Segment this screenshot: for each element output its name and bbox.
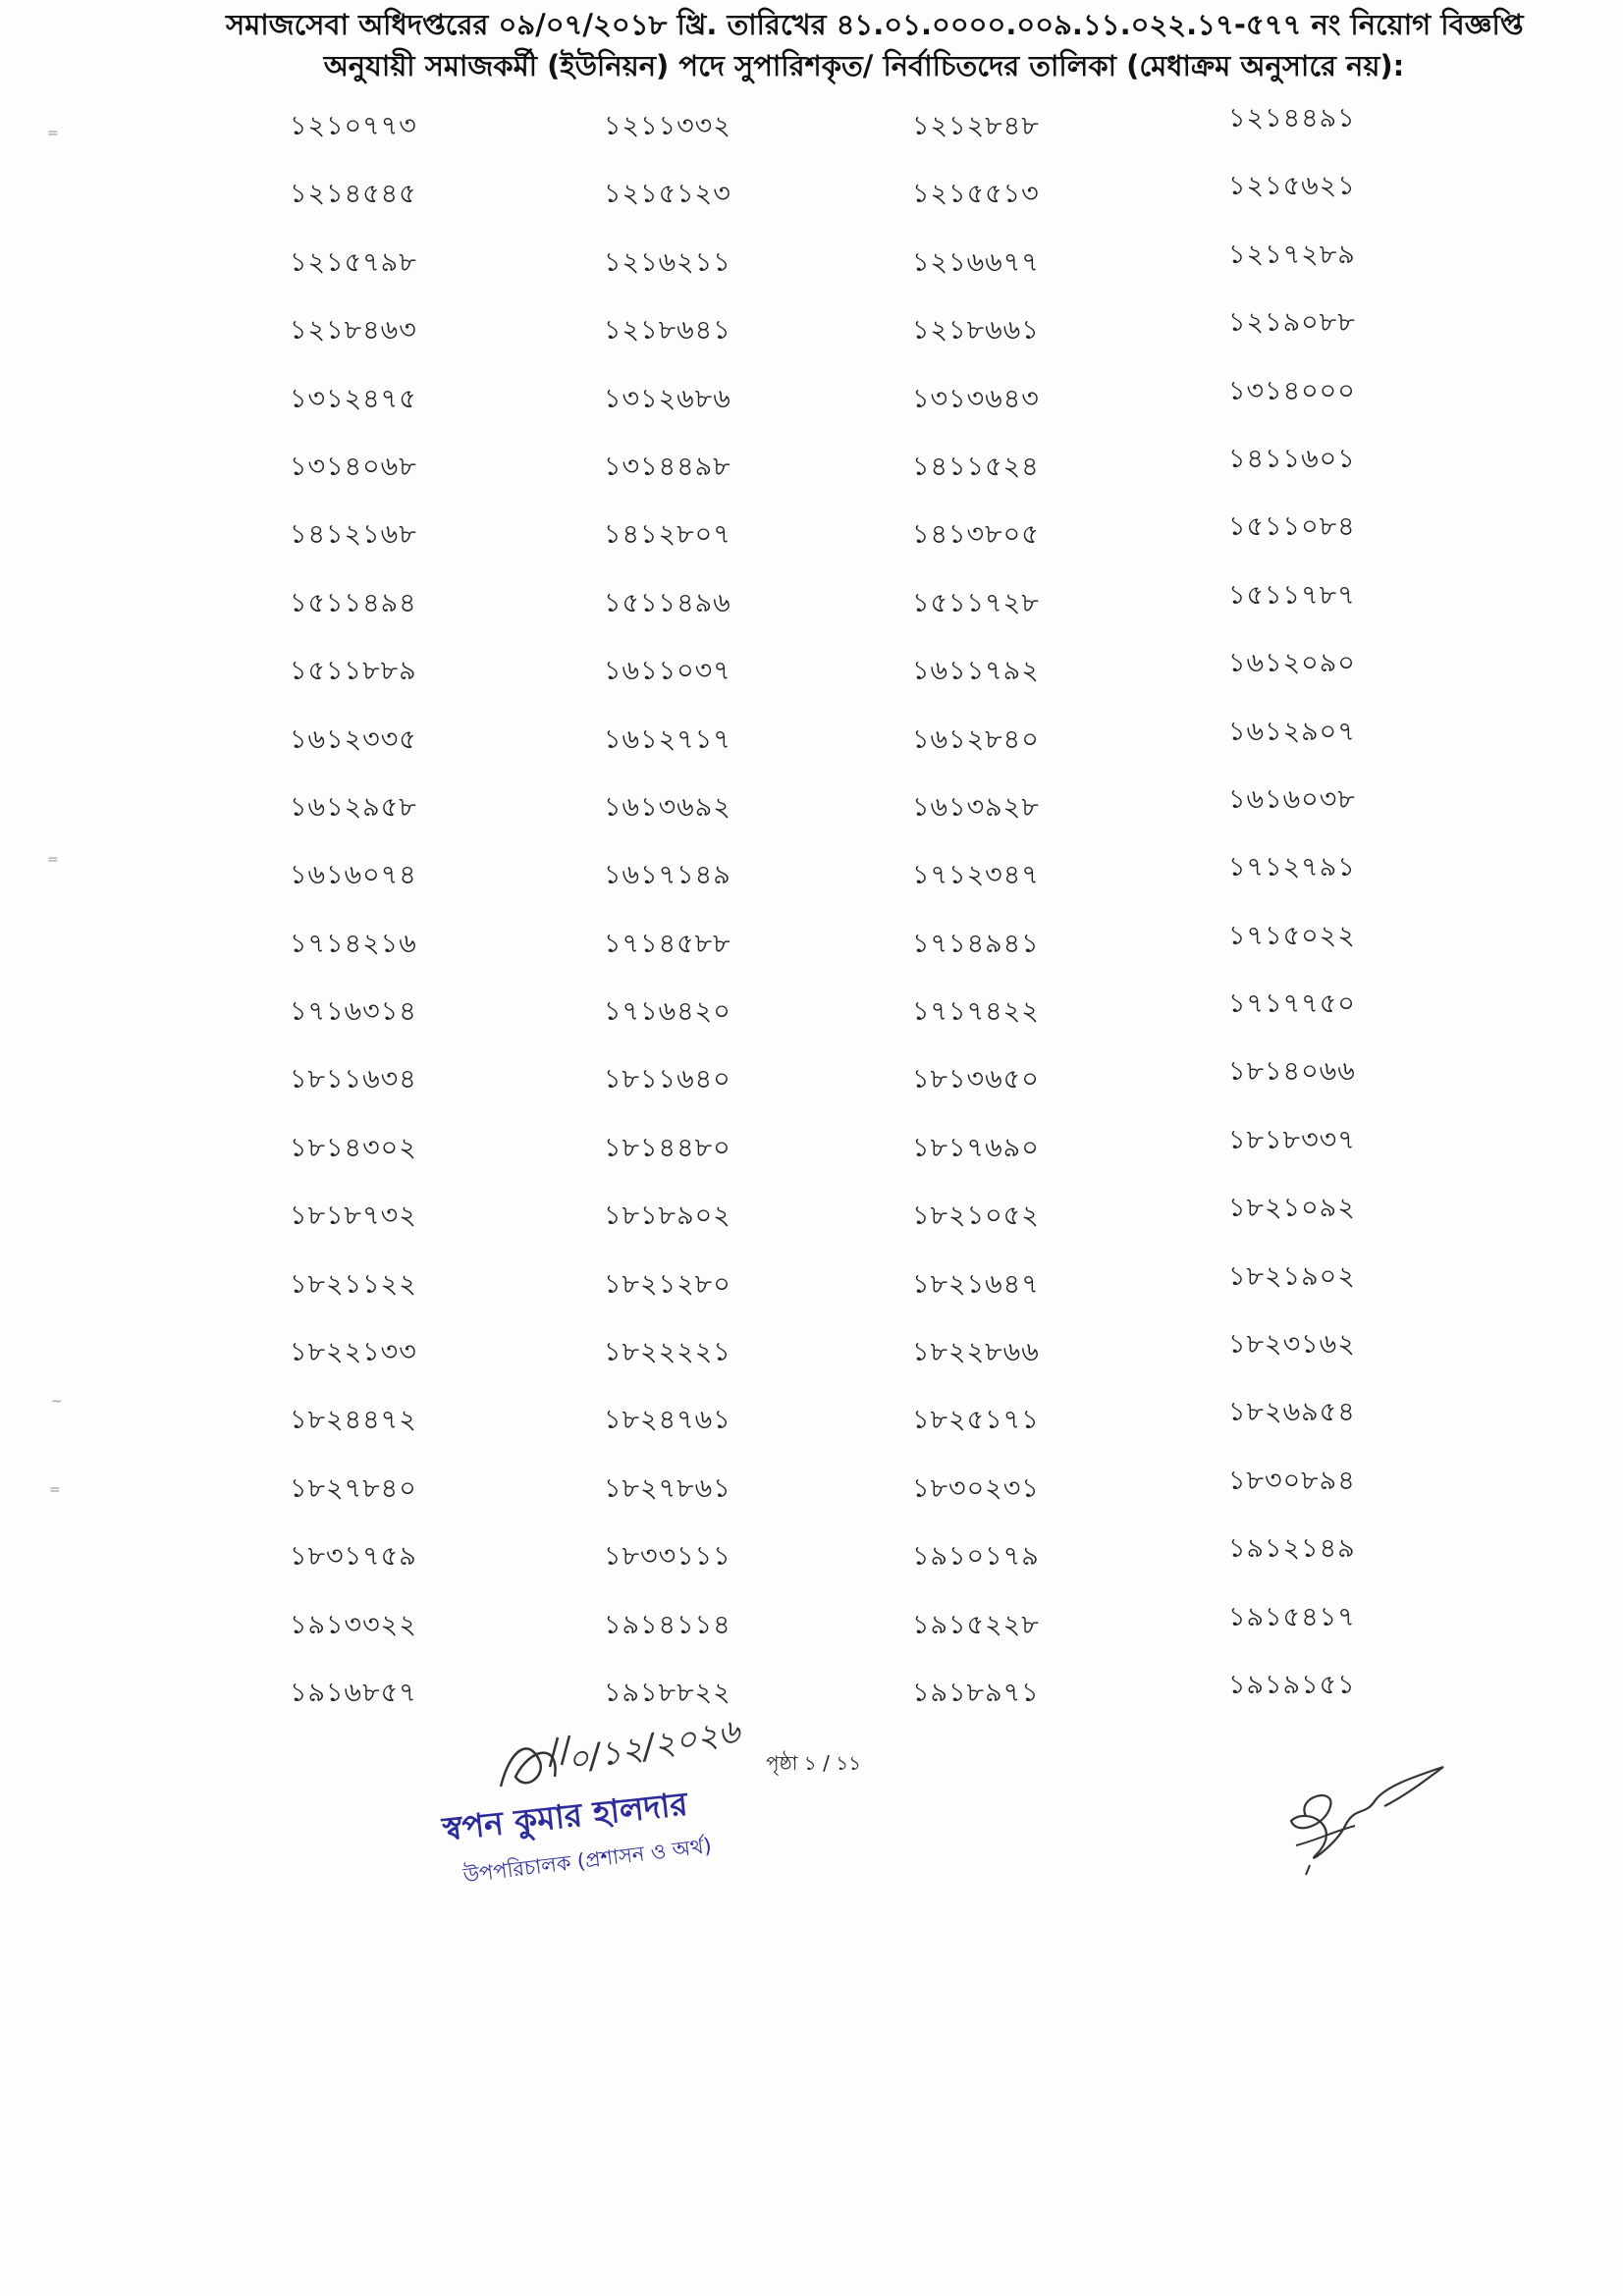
signature-right xyxy=(1276,1747,1453,1885)
roll-number-cell: ১৭১৪৯৪১ xyxy=(912,928,1040,959)
roll-number-cell: ১৯১৫২২৮ xyxy=(912,1609,1040,1640)
roll-number-cell: ১৩১৪০০০ xyxy=(1228,375,1356,406)
roll-number-cell: ১৮২৭৮৬১ xyxy=(604,1472,731,1504)
table-row xyxy=(280,171,1399,241)
table-row xyxy=(280,1465,1399,1536)
roll-number-cell: ১৬১২৯৫৮ xyxy=(290,791,417,823)
roll-number-cell: ১৮৩০২৩১ xyxy=(912,1472,1040,1504)
roll-number-cell: ১৯১৬৮৫৭ xyxy=(290,1677,417,1708)
roll-number-cell: ১৩১৩৬৪৩ xyxy=(912,383,1040,414)
roll-number-cell: ১৯১৫৪১৭ xyxy=(1228,1601,1356,1632)
table-row xyxy=(280,1533,1399,1604)
roll-number-table xyxy=(280,103,1399,1740)
roll-number-cell: ১৮২২৮৬৬ xyxy=(912,1337,1040,1368)
roll-number-cell: ১৬১২০৯০ xyxy=(1228,648,1356,679)
roll-number-cell: ১৪১২৮০৭ xyxy=(604,519,731,551)
roll-number-cell: ১৭১৬৪২০ xyxy=(604,996,731,1028)
roll-number-cell: ১৭১৪৫৮৮ xyxy=(604,928,731,959)
roll-number-cell: ১৭১২৩৪৭ xyxy=(912,860,1040,891)
roll-number-cell: ১৫১১৮৮৯ xyxy=(290,656,417,687)
roll-number-cell: ১৮১৪০৬৬ xyxy=(1228,1056,1356,1088)
roll-number-cell: ১৮৩১৭৫৯ xyxy=(290,1541,417,1573)
roll-number-cell: ১৭১৫০২২ xyxy=(1228,920,1356,951)
roll-number-cell: ১৮৩৩১১১ xyxy=(604,1541,731,1573)
roll-number-cell: ১৬১৭১৪৯ xyxy=(604,860,731,891)
roll-number-cell: ১২১২৮৪৮ xyxy=(912,111,1040,141)
roll-number-cell: ১২১০৭৭৩ xyxy=(290,111,417,141)
roll-number-cell: ১৮২১০৯২ xyxy=(1228,1193,1356,1224)
roll-number-cell: ১৮২১১২২ xyxy=(290,1268,417,1300)
roll-number-cell: ১৮১৭৬৯০ xyxy=(912,1132,1040,1163)
roll-number-cell: ১২১৬৬৭৭ xyxy=(912,246,1040,278)
roll-number-cell: ১৫১১৭৮৭ xyxy=(1228,579,1356,611)
roll-number-cell: ১৮২৭৮৪০ xyxy=(290,1472,417,1504)
table-row xyxy=(280,1397,1399,1468)
table-row xyxy=(280,716,1399,787)
roll-number-cell: ১৬১৩৬৯২ xyxy=(604,791,731,823)
roll-number-cell: ১৮১৮৭৩২ xyxy=(290,1201,417,1232)
roll-number-cell: ১৯১৪১১৪ xyxy=(604,1609,731,1640)
roll-number-cell: ১৭১৬৩১৪ xyxy=(290,996,417,1028)
stamp-officer-name: স্বপন কুমার হালদার xyxy=(440,1784,690,1848)
roll-number-cell: ১৯১২১৪৯ xyxy=(1228,1533,1356,1565)
roll-number-cell: ১২১১৩৩২ xyxy=(604,111,731,141)
roll-number-cell: ১৮২৪৭৬১ xyxy=(604,1405,731,1436)
handwritten-date: ০/১২/২০২৬ xyxy=(564,1711,743,1781)
roll-number-cell: ১৪১২১৬৮ xyxy=(290,519,417,551)
roll-number-cell: ১৮২১৬৪৭ xyxy=(912,1268,1040,1300)
table-row xyxy=(280,103,1399,174)
table-row xyxy=(280,1193,1399,1263)
roll-number-cell: ১৫১১৪৯৬ xyxy=(604,587,731,618)
roll-number-cell: ১৯১০১৭৯ xyxy=(912,1541,1040,1573)
roll-number-cell: ১৫১১৪৯৪ xyxy=(290,587,417,618)
roll-number-cell: ১৯১৮৯৭১ xyxy=(912,1677,1040,1708)
table-row xyxy=(280,1329,1399,1400)
roll-number-cell: ১৫১১৭২৮ xyxy=(912,587,1040,618)
roll-number-cell: ১৮১৪৩০২ xyxy=(290,1132,417,1163)
table-row xyxy=(280,375,1399,447)
margin-mark: = xyxy=(47,852,59,868)
table-row xyxy=(280,783,1399,855)
roll-number-cell: ১৮১৩৬৫০ xyxy=(912,1064,1040,1095)
roll-number-cell: ১৬১১৭৯২ xyxy=(912,656,1040,687)
roll-number-cell: ১৮২৬৯৫৪ xyxy=(1228,1397,1356,1428)
roll-number-cell: ১৭১৪২১৬ xyxy=(290,928,417,959)
table-row xyxy=(280,920,1399,991)
roll-number-cell: ১৩১৪৪৯৮ xyxy=(604,451,731,482)
roll-number-cell: ১২১৬২১১ xyxy=(604,246,731,278)
table-row xyxy=(280,648,1399,719)
roll-number-cell: ১৮২৪৪৭২ xyxy=(290,1405,417,1436)
roll-number-cell: ১৪১৩৮০৫ xyxy=(912,519,1040,551)
roll-number-cell: ১৮১৪৪৮০ xyxy=(604,1132,731,1163)
table-row xyxy=(280,1669,1399,1740)
roll-number-cell: ১৯১৮৮২২ xyxy=(604,1677,731,1708)
document-header xyxy=(226,4,1524,86)
roll-number-cell: ১৬১৩৯২৮ xyxy=(912,791,1040,823)
roll-number-cell: ১২১৮৬৪১ xyxy=(604,315,731,347)
roll-number-cell: ১২১৫৬২১ xyxy=(1228,171,1356,202)
roll-number-cell: ১৮২১৯০২ xyxy=(1228,1260,1356,1292)
roll-number-cell: ১৮৩০৮৯৪ xyxy=(1228,1465,1356,1496)
table-row xyxy=(280,307,1399,378)
table-row xyxy=(280,1601,1399,1673)
roll-number-cell: ১৮১৮৩৩৭ xyxy=(1228,1124,1356,1155)
roll-number-cell: ১২১৮৪৬৩ xyxy=(290,315,417,347)
roll-number-cell: ১২১৭২৮৯ xyxy=(1228,239,1356,270)
margin-mark: = xyxy=(49,1482,61,1498)
roll-number-cell: ১৬১৬০৭৪ xyxy=(290,860,417,891)
roll-number-cell: ১৯১৩৩২২ xyxy=(290,1609,417,1640)
header-line-1: সমাজসেবা অধিদপ্তরের ০৯/০৭/২০১৮ খ্রি. তারিখের ৪১.০১.০০০০.০০৯.১১.০২২.১৭-৫৭৭ নং নিয়োগ বিজ্ঞপ্তি xyxy=(226,8,1524,41)
roll-number-cell: ১৭১৭৪২২ xyxy=(912,996,1040,1028)
roll-number-cell: ১৫১১০৮৪ xyxy=(1228,511,1356,543)
table-row xyxy=(280,852,1399,923)
table-row xyxy=(280,239,1399,310)
roll-number-cell: ১২১৮৬৬১ xyxy=(912,315,1040,347)
roll-number-cell: ১৮১১৬৪০ xyxy=(604,1064,731,1095)
roll-number-cell: ১৮২১০৫২ xyxy=(912,1201,1040,1232)
roll-number-cell: ১৩১৪০৬৮ xyxy=(290,451,417,482)
roll-number-cell: ১৬১১০৩৭ xyxy=(604,656,731,687)
roll-number-cell: ১৭১৭৭৫০ xyxy=(1228,988,1356,1020)
roll-number-cell: ১২১৯০৮৮ xyxy=(1228,307,1356,339)
page-number: পৃষ্ঠা ১ / ১১ xyxy=(766,1751,862,1775)
roll-number-cell: ১৮১৮৯০২ xyxy=(604,1201,731,1232)
roll-number-cell: ১৪১১৫২৪ xyxy=(912,451,1040,482)
table-row xyxy=(280,1056,1399,1127)
table-row xyxy=(280,443,1399,514)
roll-number-cell: ১৭১২৭৯১ xyxy=(1228,852,1356,883)
roll-number-cell: ১৩১২৪৭৫ xyxy=(290,383,417,414)
roll-number-cell: ১২১৪৫৪৫ xyxy=(290,179,417,210)
roll-number-cell: ১৮২৫১৭১ xyxy=(912,1405,1040,1436)
roll-number-cell: ১৬১২৮৪০ xyxy=(912,723,1040,755)
roll-number-cell: ১২১৫৫১৩ xyxy=(912,179,1040,210)
roll-number-cell: ১৮২১২৮০ xyxy=(604,1268,731,1300)
roll-number-cell: ১২১৪৪৯১ xyxy=(1228,103,1356,133)
table-row xyxy=(280,988,1399,1059)
roll-number-cell: ১৬১২৭১৭ xyxy=(604,723,731,755)
table-row xyxy=(280,1124,1399,1196)
margin-mark: ~ xyxy=(51,1394,63,1410)
roll-number-cell: ১২১৫১২৩ xyxy=(604,179,731,210)
table-row xyxy=(280,1260,1399,1332)
roll-number-cell: ১৮২২২২১ xyxy=(604,1337,731,1368)
roll-number-cell: ১৩১২৬৮৬ xyxy=(604,383,731,414)
roll-number-cell: ১৬১৬০৩৮ xyxy=(1228,783,1356,815)
roll-number-cell: ১২১৫৭৯৮ xyxy=(290,246,417,278)
header-line-2: অনুযায়ী সমাজকর্মী (ইউনিয়ন) পদে সুপারিশকৃত/ নির্বাচিতদের তালিকা (মেধাক্রম অনুসারে নয়): xyxy=(323,49,1405,82)
roll-number-cell: ১৬১২৯০৭ xyxy=(1228,716,1356,747)
roll-number-cell: ১৮২২১৩৩ xyxy=(290,1337,417,1368)
roll-number-cell: ১৬১২৩৩৫ xyxy=(290,723,417,755)
table-row xyxy=(280,511,1399,582)
roll-number-cell: ১৯১৯১৫১ xyxy=(1228,1669,1356,1700)
stamp-officer-title: উপপরিচালক (প্রশাসন ও অর্থ) xyxy=(461,1833,713,1888)
roll-number-cell: ১৪১১৬০১ xyxy=(1228,443,1356,474)
roll-number-cell: ১৮১১৬৩৪ xyxy=(290,1064,417,1095)
table-row xyxy=(280,579,1399,651)
roll-number-cell: ১৮২৩১৬২ xyxy=(1228,1329,1356,1361)
margin-mark: = xyxy=(47,126,59,141)
